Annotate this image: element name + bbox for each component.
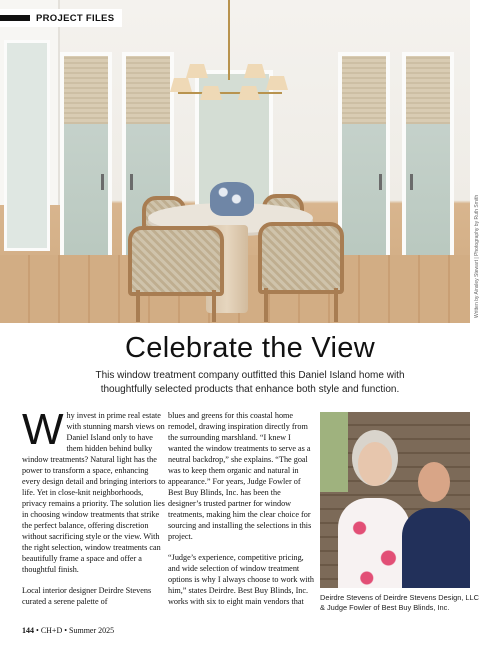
article-column-1 [22,405,168,617]
chandelier-rod [228,0,230,80]
magazine-name: CH+D [40,626,63,635]
article-paragraph: blues and greens for this coastal home remodel, drawing inspiration directly from the surrounding marshland. “I knew I wanted the window treatments to serve as a neutral backdrop,” she explains. “The goal was to keep them organic and natural in appearance.” For years, Judge Fowler of Best Buy Blinds, Inc. has been the designer’s trusted partner for window treatments, making him the clear choice for sourcing and installing the selections in this project. [168,411,312,541]
portrait-photo [320,412,470,588]
section-bar [0,15,30,21]
photo-caption: Deirdre Stevens of Deirdre Stevens Design, LLC & Judge Fowler of Best Buy Blinds, Inc. [320,593,479,612]
page-footer: 144 • CH+D • Summer 2025 [22,626,115,635]
headline: Celebrate the View [125,332,375,364]
woman-figure [338,498,410,588]
article-paragraph: Local interior designer Deirdre Stevens curated a serene palette of [22,586,152,606]
chair-front-right [258,222,344,294]
section-label: PROJECT FILES [36,12,115,24]
left-window [4,40,50,251]
article-column-2 [168,410,314,617]
hero-photo [0,0,470,323]
french-door-right-2 [402,52,454,267]
article-paragraph: Why invest in prime real estate with stunning marsh views on Daniel Island only to have them hidden behind bulky window treatments? Natural light has the power to transform a space, enhancing every design detail and bringing interiors to life. Yet in close-knit neighborhoods, privacy remains a priority. The solution lies in choosing window treatments that strike the perfect balance, offering discretion without sacrificing style or the view. With the right selection, window treatments can beautifully frame a space and offer a thoughtful finish. [22,405,166,574]
article-paragraph: “Judge’s experience, competitive pricing, and wide selection of window treatment options is why I always choose to work with him,” states Deirdre. Best Buy Blinds, Inc. works with six to eight main vendors that [168,553,314,606]
deck: This window treatment company outfitted this Daniel Island home with thoughtfully selected products that enhance both style and function. [95,370,405,395]
french-door-right-1 [338,52,390,267]
page-number: 144 [22,626,34,635]
drop-cap: W [22,405,64,454]
section-tag [0,9,122,27]
chair-front-left [128,226,224,296]
photo-credit: Written by Ainsley Stewart | Photography by Ruth Smith [474,194,480,318]
chandelier-arm [178,92,282,94]
lampshade [244,64,266,78]
french-door-left-1 [60,52,112,267]
blue-vase [210,182,254,216]
issue-name: Summer 2025 [69,626,115,635]
man-figure [402,508,470,588]
lampshade [186,64,208,78]
